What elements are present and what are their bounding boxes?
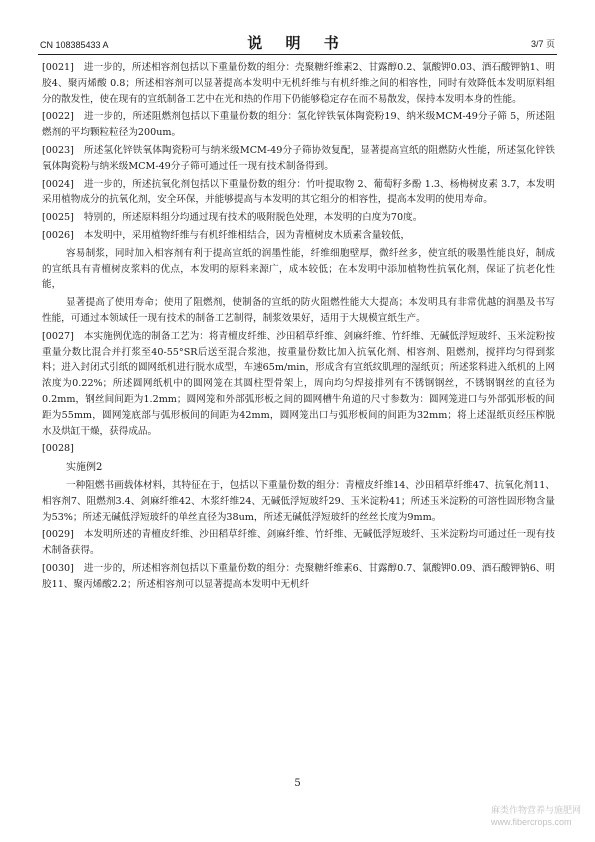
paragraph-number: [0025] [42, 212, 74, 224]
paragraph [42, 527, 555, 559]
paragraph-number: [0024] [42, 178, 74, 190]
paragraph [42, 295, 555, 327]
patent-number: CN 108385433 A [40, 40, 109, 50]
page-header [40, 30, 555, 54]
document-body [42, 60, 555, 595]
paragraph [42, 228, 555, 244]
paragraph-number: [0026] [42, 229, 74, 241]
paragraph [42, 143, 555, 175]
paragraph-number: [0028] [42, 443, 74, 455]
paragraph [42, 478, 555, 525]
watermark-line-1: 麻类作物营养与施肥网 [490, 805, 581, 815]
header-rule [38, 54, 557, 55]
paragraph-text: 本实施例优选的制备工艺为：将青檀皮纤维、沙田稻草纤维、剑麻纤维、竹纤维、无碱低浮短玻纤、玉米淀粉按重量分数比混合并打浆至40-55°SR后送至混合浆池，按重量份数比加入抗氧化剂、相容剂、阻燃剂，搅拌均匀得到浆料；进入封闭式引纸的圆网纸机进行脱水成型，车速65m/min，形成含有宣纸纹肌理的湿纸页；所述浆料进入纸机的上网浓度为0.22%；所述圆网纸机中的圆网笼在其圆柱型骨架上，周向均匀焊接排列有不锈钢钢丝，不锈钢钢丝的直径为0.2mm，钢丝间间距为1.2mm；圆网笼和外部弧形板之间的圆网槽牛角道的尺寸参数为：圆网笼进口与外部弧形板的间距为55mm，圆网笼底部与弧形板间的间距为42mm，圆网笼出口与弧形板间的间距为32mm；将上述湿纸页经压榨脱水及烘缸干燥，获得成品。 [42, 330, 555, 437]
page-count: 3/7 页 [530, 39, 555, 49]
paragraph-text: 特别的，所述原料组分均通过现有技术的吸附脱色处理，本发明的白度为70度。 [83, 212, 423, 224]
paragraph-text: 进一步的，所述阻燃剂包括以下重量份数的组分：氢化锌铁氧体陶瓷粉19、纳米级MCM-49分子筛 5，所述阻燃剂的平均颗粒粒径为200um。 [42, 111, 555, 139]
paragraph-number: [0021] [42, 62, 74, 73]
paragraph [42, 246, 555, 293]
paragraph [42, 109, 555, 141]
paragraph-text: 显著提高了使用寿命；使用了阻燃剂，使制备的宣纸的防火阻燃性能大大提高；本发明具有非常优越的润墨及书写性能，可通过本领域任一现有技术的制备工艺制得，制浆效果好，适用于大规模宣纸生产。 [42, 297, 555, 324]
paragraph-number: [0022] [42, 111, 74, 123]
paragraph-text: 所述氢化锌铁氧体陶瓷粉可与纳米级MCM-49分子筛协效复配，显著提高宣纸的阻燃防火性能，所述氢化锌铁氧体陶瓷粉与纳米级MCM-49分子筛可通过任一现有技术制备得到。 [42, 144, 555, 172]
paragraph-number: [0027] [42, 330, 74, 342]
paragraph [42, 210, 555, 226]
paragraph [42, 177, 555, 209]
paragraph-text: 进一步的，所述相容剂包括以下重量份数的组分：壳聚糖纤维素2、甘露醇0.2、氯酸钾0.03、酒石酸钾钠1、明胶4、聚丙烯酸 0.8；所述相容剂可以显著提高本发明中无机纤维与有机纤维之间的相容性，同时有效降低本发明原料组分的散发性，使在现有的宣纸制备工艺中在光和热的作用下仍能够稳定存在而不易散发，保持本发明本身的性能。 [42, 62, 555, 105]
paragraph [42, 329, 555, 440]
paragraph-number: [0030] [42, 562, 74, 574]
paragraph-number: [0023] [42, 144, 74, 156]
section-heading-text: 实施例2 [66, 462, 103, 474]
paragraph [42, 561, 555, 593]
paragraph-text: 进一步的，所述抗氧化剂包括以下重量份数的组分：竹叶提取物 2、葡萄籽多酚 1.3、杨梅树皮素 3.7，本发明采用植物成分的抗氧化剂，安全环保，并能够提高与本发明的其它组分的相容性，提高本发明的使用寿命。 [42, 178, 555, 206]
paragraph-text: 本发明中，采用植物纤维与有机纤维相结合，因为青檀树皮木质素含量较低， [83, 229, 411, 241]
watermark-line-2: www.fibercrops.com [490, 817, 572, 827]
document-title: 说 明 书 [247, 34, 348, 52]
section-heading [66, 460, 555, 476]
paragraph [42, 441, 555, 457]
paragraph-text: 进一步的，所述相容剂包括以下重量份数的组分：壳聚糖纤维素6、甘露醇0.7、氯酸钾0.09、酒石酸钾钠6、明胶11、聚丙烯酸2.2；所述相容剂可以显著提高本发明中无机纤 [42, 562, 555, 590]
paragraph [42, 60, 555, 107]
paragraph-text: 一种阻燃书画载体材料，其特征在于，包括以下重量份数的组分：青檀皮纤维14、沙田稻草纤维47、抗氧化剂11、相容剂7、阻燃剂3.4、剑麻纤维42、木浆纤维24、无碱低浮短玻纤29、玉米淀粉41；所述玉米淀粉的可溶性固形物含量为53%；所述无碱低浮短玻纤的单丝直径为38um，所述无碱低浮短玻纤的丝丝长度为9mm。 [42, 479, 555, 523]
watermark [491, 804, 581, 828]
paragraph-text: 本发明所述的青檀皮纤维、沙田稻草纤维、剑麻纤维、竹纤维、无碱低浮短玻纤、玉米淀粉均可通过任一现有技术制备获得。 [42, 529, 555, 557]
paragraph-text: 容易制浆，同时加入相容剂有利于提高宣纸的润墨性能，纤维细胞壁厚，微纤丝多，使宣纸的吸墨性能良好，制成的宣纸具有青檀树皮浆料的优点，本发明的原料来源广，成本较低；在本发明中添加植物性抗氧化剂，保证了抗老化性能， [42, 247, 555, 291]
page-number: 5 [294, 778, 301, 789]
paragraph-number: [0029] [42, 529, 74, 541]
